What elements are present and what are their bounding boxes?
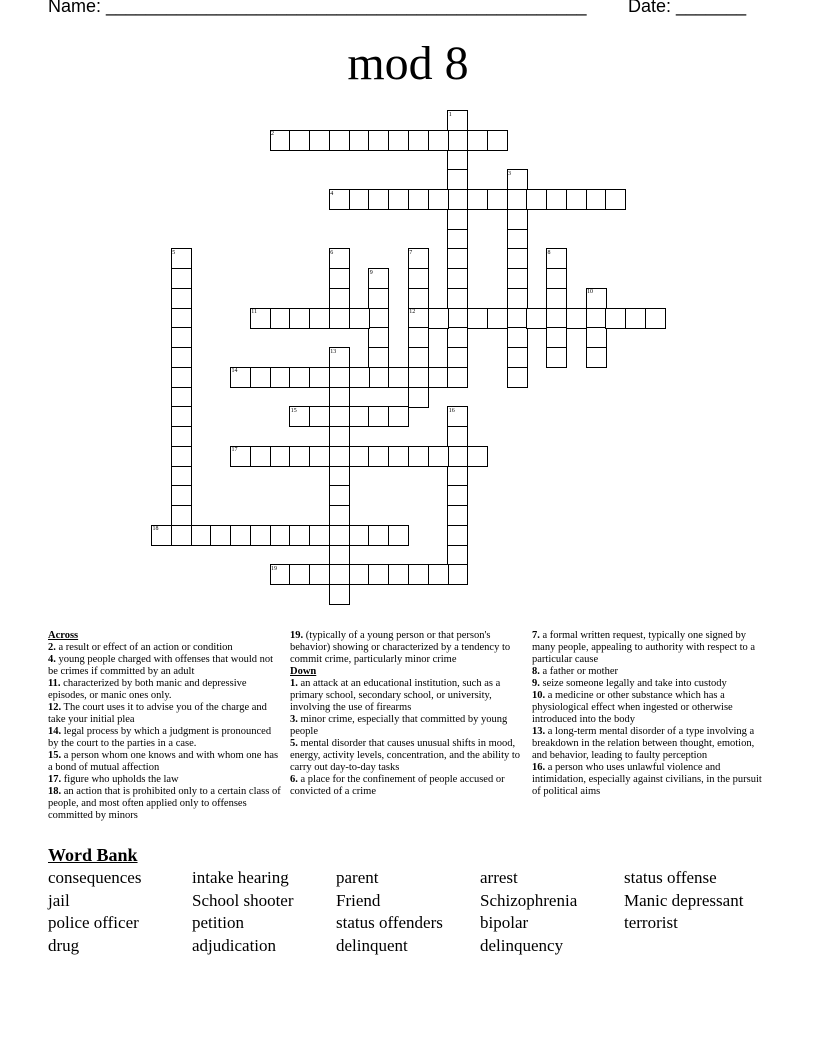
clue-number: 6 [330,249,334,256]
grid-cell[interactable] [171,426,192,447]
grid-cell[interactable] [447,564,468,585]
grid-cell[interactable] [507,327,528,348]
clue-down: 9. seize someone legally and take into custody [532,678,727,689]
grid-cell[interactable] [586,347,607,368]
grid-cell[interactable] [408,189,429,210]
word-bank-item: jail [48,890,70,910]
grid-cell[interactable] [546,189,567,210]
grid-cell[interactable] [329,446,350,467]
grid-cell[interactable] [447,209,468,230]
grid-cell[interactable] [507,229,528,250]
grid-cell[interactable] [171,387,192,408]
grid-cell[interactable] [329,505,350,526]
date-field[interactable]: Date: _______ [628,0,747,16]
grid-cell[interactable] [230,525,251,546]
grid-cell[interactable] [447,446,468,467]
grid-cell[interactable] [408,347,429,368]
grid-cell[interactable] [368,327,389,348]
grid-cell[interactable] [289,308,310,329]
grid-cell[interactable] [270,525,291,546]
clue-number: 14 [231,368,238,375]
grid-cell[interactable] [368,525,389,546]
grid-cell[interactable] [507,189,528,210]
grid-cell[interactable] [526,308,547,329]
grid-cell[interactable] [368,367,389,388]
grid-cell[interactable] [507,268,528,289]
grid-cell[interactable] [625,308,646,329]
grid-cell[interactable] [368,406,389,427]
grid-cell[interactable] [388,525,409,546]
word-bank-item: consequences [48,868,142,887]
grid-cell[interactable] [309,446,330,467]
name-field[interactable]: Name: ________________________________________________ [48,0,587,16]
grid-cell[interactable] [349,525,370,546]
grid-cell[interactable] [368,130,389,151]
grid-cell[interactable] [447,150,468,171]
grid-cell[interactable] [210,525,231,546]
grid-cell[interactable] [467,130,488,151]
clue-across: 2. a result or effect of an action or condition [48,642,233,653]
grid-cell[interactable] [447,308,468,329]
grid-cell[interactable] [309,406,330,427]
grid-cell[interactable] [368,288,389,309]
word-bank-item: drug [48,936,80,956]
grid-cell[interactable] [171,406,192,427]
word-bank-item: intake hearing [192,868,289,887]
grid-cell[interactable] [309,367,330,388]
clue-number: 10 [587,289,593,296]
clue-across: 17. figure who upholds the law [48,774,179,785]
word-bank-item: Friend [336,890,381,910]
grid-cell[interactable] [447,169,468,190]
grid-cell[interactable] [329,466,350,487]
grid-cell[interactable] [526,189,547,210]
clue-down: 10. a medicine or other substance which has a physiological effect when ingested or otherwise introduced into the body [532,690,733,725]
grid-cell[interactable] [349,367,370,388]
clue-number: 18 [152,526,159,533]
grid-cell[interactable] [171,446,192,467]
word-bank-item: Manic depressant [624,890,744,910]
grid-cell[interactable] [447,466,468,487]
grid-cell[interactable] [171,485,192,506]
grid-cell[interactable] [428,130,449,151]
grid-cell[interactable] [368,308,389,329]
grid-cell[interactable] [191,525,212,546]
word-bank-item: School shooter [192,890,294,910]
grid-cell[interactable] [171,308,192,329]
clue-number: 15 [290,407,297,414]
clue-number: 16 [448,407,455,414]
clue-across: 15. a person whom one knows and with whom one has a bond of mutual affection [48,750,279,773]
clue-number: 7 [409,249,413,256]
grid-cell[interactable] [349,308,370,329]
clue-down: 6. a place for the confinement of people accused or convicted of a crime [290,774,505,797]
grid-cell[interactable] [447,248,468,269]
clue-number: 11 [251,309,258,315]
grid-cell[interactable] [586,327,607,348]
grid-cell[interactable] [507,288,528,309]
grid-cell[interactable] [408,564,429,585]
grid-cell[interactable] [368,564,389,585]
page-title: mod 8 [347,37,469,90]
grid-cell[interactable] [368,446,389,467]
grid-cell[interactable] [171,327,192,348]
clue-across: 11. characterized by both manic and depressive episodes, or manic ones only. [48,678,247,701]
grid-cell[interactable] [447,426,468,447]
grid-cell[interactable] [546,327,567,348]
grid-cell[interactable] [487,308,508,329]
word-bank-item: Schizophrenia [480,890,578,910]
grid-cell[interactable] [329,426,350,447]
grid-cell[interactable] [270,308,291,329]
grid-cell[interactable] [546,288,567,309]
grid-cell[interactable] [309,130,330,151]
grid-cell[interactable] [408,130,429,151]
grid-cell[interactable] [349,406,370,427]
grid-cell[interactable] [586,189,607,210]
grid-cell[interactable] [171,288,192,309]
clue-number: 8 [547,249,551,256]
word-bank-item: parent [336,868,379,887]
word-bank-item: delinquency [480,936,564,956]
word-bank-item: bipolar [480,913,529,933]
grid-cell[interactable] [566,189,587,210]
grid-cell[interactable] [388,406,409,427]
clue-number: 5 [172,249,176,256]
grid-cell[interactable] [171,466,192,487]
grid-cell[interactable] [388,189,409,210]
grid-cell[interactable] [309,525,330,546]
grid-cell[interactable] [329,130,350,151]
clue-across: 14. legal process by which a judgment is pronounced by the court to the parties in a case. [48,726,272,749]
word-bank-item: petition [192,913,244,933]
grid-cell[interactable] [349,564,370,585]
grid-cell[interactable] [447,367,468,388]
grid-cell[interactable] [428,367,449,388]
grid-cell[interactable] [447,327,468,348]
grid-cell[interactable] [388,564,409,585]
grid-cell[interactable] [546,308,567,329]
grid-cell[interactable] [250,446,271,467]
grid-cell[interactable] [388,367,409,388]
grid-cell[interactable] [605,308,626,329]
grid-cell[interactable] [428,446,449,467]
clue-across: 12. The court uses it to advise you of the charge and take your initial plea [48,702,267,725]
word-bank-title: Word Bank [48,845,138,865]
grid-cell[interactable] [408,387,429,408]
word-bank-item: delinquent [336,936,408,956]
clue-down: 13. a long-term mental disorder of a type involving a breakdown in the relation between thought, emotion, and behavior, leading to faulty perception [532,726,755,761]
clue-down: 3. minor crime, especially that committed by young people [290,714,508,737]
clue-number: 2 [271,131,274,138]
grid-cell[interactable] [368,189,389,210]
grid-cell[interactable] [566,308,587,329]
clue-number: 9 [369,269,373,276]
word-bank-column [192,867,294,958]
grid-cell[interactable] [605,189,626,210]
grid-cell[interactable] [447,485,468,506]
grid-cell[interactable] [270,367,291,388]
grid-cell[interactable] [171,505,192,526]
grid-cell[interactable] [349,130,370,151]
grid-cell[interactable] [408,288,429,309]
grid-cell[interactable] [309,564,330,585]
grid-cell[interactable] [546,347,567,368]
grid-cell[interactable] [447,545,468,566]
grid-cell[interactable] [171,347,192,368]
grid-cell[interactable] [507,367,528,388]
clue-down: 1. an attack at an educational institution, such as a primary school, secondary school, or university, involving the use of firearms [290,678,501,713]
clue-number: 13 [330,348,337,355]
grid-cell[interactable] [447,268,468,289]
across-heading: Across [48,630,79,641]
grid-cell[interactable] [408,446,429,467]
grid-cell[interactable] [507,209,528,230]
word-bank-column [624,867,743,935]
grid-cell[interactable] [329,525,350,546]
clue-across: 4. young people charged with offenses that would not be crimes if committed by an adult [48,654,274,677]
grid-cell[interactable] [408,327,429,348]
grid-cell[interactable] [329,584,350,605]
grid-cell[interactable] [467,446,488,467]
grid-cell[interactable] [487,189,508,210]
grid-cell[interactable] [171,268,192,289]
grid-cell[interactable] [289,564,310,585]
clue-across: 18. an action that is prohibited only to a certain class of people, and most often applied only to offenses committed by minors [48,786,281,821]
grid-cell[interactable] [171,525,192,546]
clue-down: 16. a person who uses unlawful violence and intimidation, especially against civilians, in the pursuit of political aims [532,762,762,797]
grid-cell[interactable] [289,130,310,151]
grid-cell[interactable] [388,130,409,151]
word-bank-item: terrorist [624,913,678,933]
grid-cell[interactable] [428,564,449,585]
grid-cell[interactable] [329,406,350,427]
clue-column-2 [290,630,523,798]
clue-number: 1 [448,111,452,118]
grid-cell[interactable] [289,525,310,546]
grid-cell[interactable] [349,446,370,467]
clue-down: 7. a formal written request, typically one signed by many people, appealing to authority with respect to a particular cause [532,630,756,665]
grid-cell[interactable] [309,308,330,329]
grid-cell[interactable] [289,446,310,467]
word-bank-item: status offenders [336,913,443,933]
grid-cell[interactable] [447,229,468,250]
clue-number: 12 [409,309,416,315]
grid-cell[interactable] [250,367,271,388]
grid-cell[interactable] [270,446,291,467]
grid-cell[interactable] [329,564,350,585]
clue-across: 19. (typically of a young person or that person's behavior) showing or characterized by a tendency to commit crime, particularly minor crime [290,630,511,665]
clue-column-3 [532,630,767,798]
grid-cell[interactable] [408,268,429,289]
grid-cell[interactable] [447,505,468,526]
clue-down: 5. mental disorder that causes unusual shifts in mood, energy, activity levels, concentration, and the ability to carry out day-to-day tasks [290,738,521,773]
grid-cell[interactable] [586,308,607,329]
word-bank-item: adjudication [192,936,277,956]
clue-number: 17 [231,447,238,454]
grid-cell[interactable] [250,525,271,546]
grid-cell[interactable] [428,189,449,210]
word-bank-column [48,867,141,958]
grid-cell[interactable] [487,130,508,151]
grid-cell[interactable] [171,367,192,388]
grid-cell[interactable] [329,367,350,388]
grid-cell[interactable] [645,308,666,329]
word-bank-item: police officer [48,913,139,933]
word-bank-item: arrest [480,868,518,887]
grid-cell[interactable] [428,308,449,329]
grid-cell[interactable] [368,347,389,368]
word-bank-column [480,867,577,958]
clue-down: 8. a father or mother [532,666,619,677]
word-bank-column [336,867,443,958]
clue-number: 4 [330,190,334,197]
grid-cell[interactable] [329,308,350,329]
grid-cell[interactable] [329,288,350,309]
grid-cell[interactable] [447,347,468,368]
grid-cell[interactable] [507,248,528,269]
grid-cell[interactable] [329,485,350,506]
grid-cell[interactable] [507,308,528,329]
clue-number: 3 [508,170,511,177]
grid-cell[interactable] [408,367,429,388]
grid-cell[interactable] [349,189,370,210]
grid-cell[interactable] [507,347,528,368]
grid-cell[interactable] [329,387,350,408]
grid-cell[interactable] [388,446,409,467]
grid-cell[interactable] [467,308,488,329]
grid-cell[interactable] [447,288,468,309]
grid-cell[interactable] [546,268,567,289]
word-bank-item: status offense [624,868,717,887]
grid-cell[interactable] [289,367,310,388]
grid-cell[interactable] [467,189,488,210]
clue-column-1 [48,630,283,822]
grid-cell[interactable] [447,189,468,210]
down-heading: Down [290,666,317,677]
grid-cell[interactable] [447,525,468,546]
grid-cell[interactable] [329,545,350,566]
grid-cell[interactable] [447,130,468,151]
grid-cell[interactable] [329,268,350,289]
clue-number: 19 [271,565,277,572]
